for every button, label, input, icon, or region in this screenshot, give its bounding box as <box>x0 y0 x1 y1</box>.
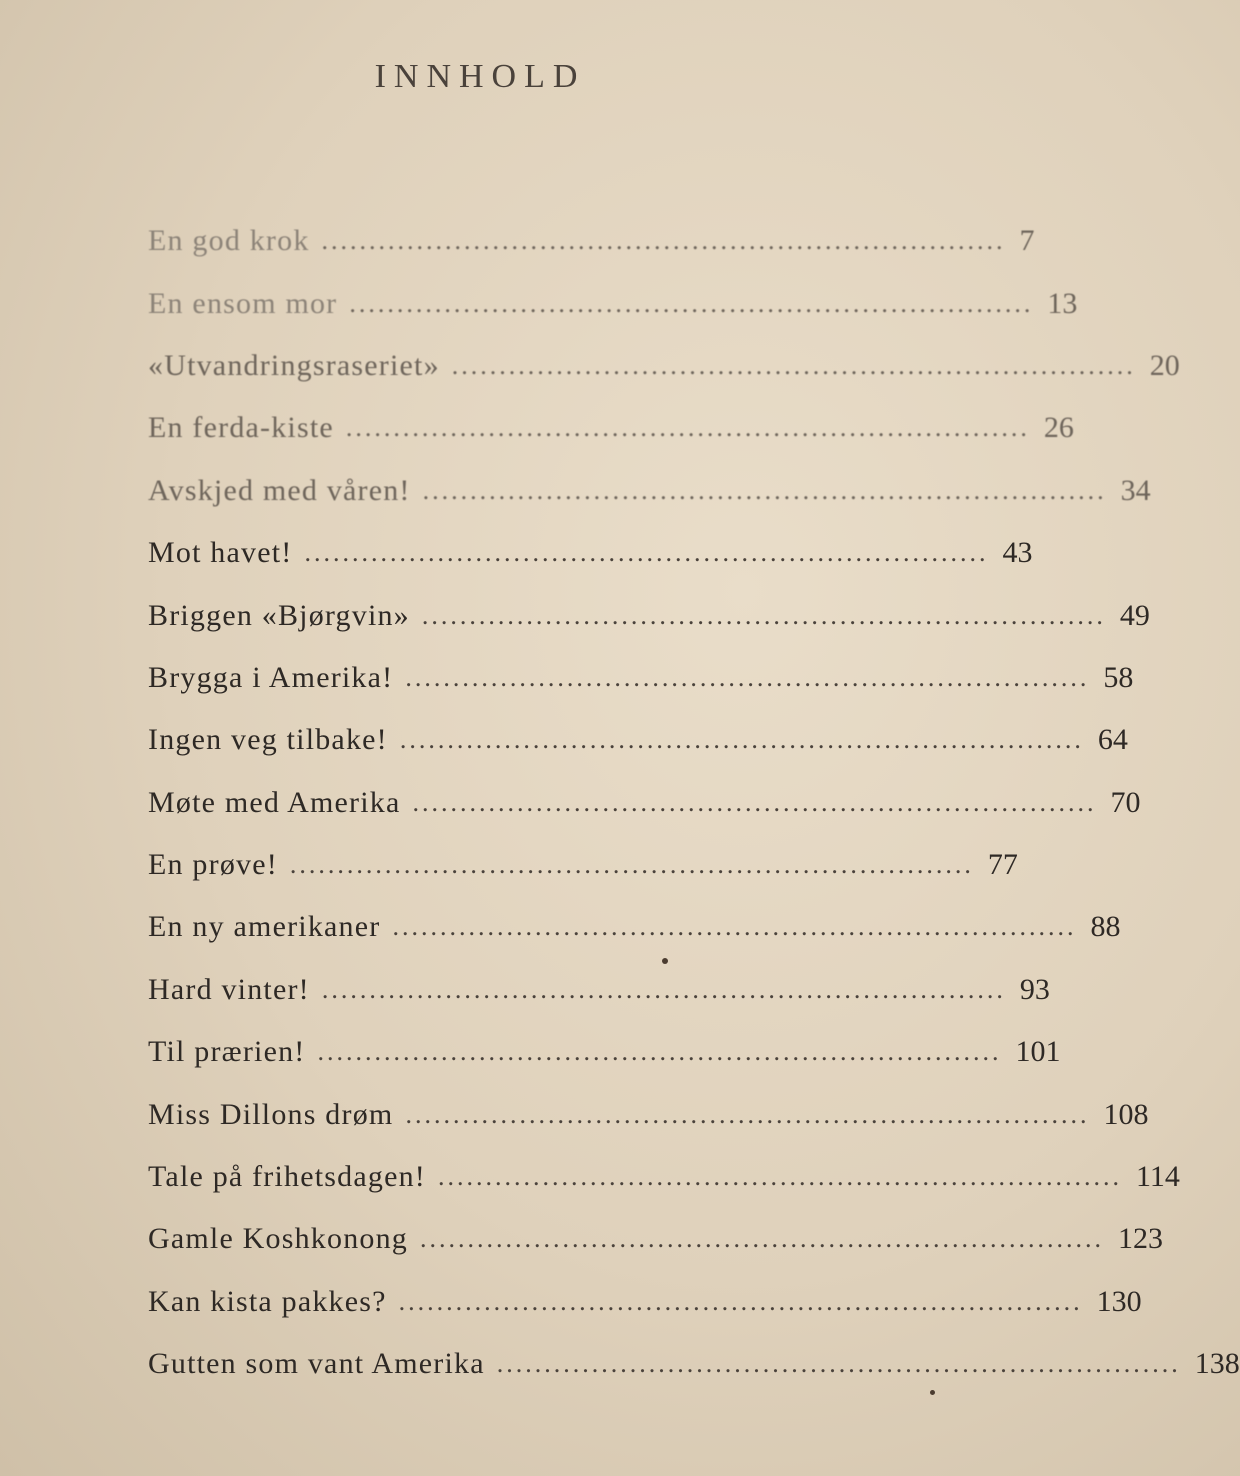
dot-leader: ........................................................................ <box>321 974 1006 1004</box>
toc-entry-title: En prøve! <box>148 848 278 882</box>
dot-leader: ........................................................................ <box>398 1286 1083 1316</box>
toc-entry-page: 108 <box>1103 1097 1149 1131</box>
toc-entry-title: Brygga i Amerika! <box>148 660 394 694</box>
toc-entry <box>148 522 1033 584</box>
dot-leader: ........................................................................ <box>496 1349 1181 1379</box>
toc-entry-page: 130 <box>1096 1284 1142 1318</box>
toc-entry-page: 7 <box>1019 224 1035 258</box>
toc-entry-title: Ingen veg tilbake! <box>148 723 388 757</box>
table-of-contents <box>148 210 1240 1395</box>
toc-entry <box>148 1083 1149 1145</box>
toc-entry-title: Miss Dillons drøm <box>148 1097 394 1131</box>
toc-entry <box>148 834 1018 896</box>
dot-leader: ........................................................................ <box>321 226 1006 256</box>
dot-leader: ........................................................................ <box>399 725 1084 755</box>
toc-entry <box>148 1333 1240 1395</box>
toc-entry <box>148 772 1141 834</box>
dot-leader: ........................................................................ <box>317 1037 1002 1067</box>
dot-leader: ........................................................................ <box>289 850 974 880</box>
toc-entry <box>148 959 1050 1021</box>
toc-entry <box>148 460 1151 522</box>
dot-leader: ........................................................................ <box>345 413 1030 443</box>
toc-entry-title: En ferda-kiste <box>148 411 334 445</box>
toc-entry-page: 49 <box>1119 598 1150 632</box>
dot-leader: ........................................................................ <box>437 1162 1122 1192</box>
toc-entry-page: 88 <box>1090 910 1121 944</box>
toc-entry-page: 101 <box>1015 1035 1061 1069</box>
toc-entry <box>148 647 1134 709</box>
toc-entry-page: 43 <box>1002 536 1033 570</box>
toc-entry-title: Briggen «Bjørgvin» <box>148 598 410 632</box>
dot-leader: ........................................................................ <box>422 475 1107 505</box>
toc-entry-title: Avskjed med våren! <box>148 473 411 507</box>
toc-entry-title: Gutten som vant Amerika <box>148 1347 485 1381</box>
paper-speck <box>662 958 668 964</box>
toc-entry-page: 58 <box>1103 660 1134 694</box>
dot-leader: ........................................................................ <box>392 912 1077 942</box>
toc-entry-title: En ny amerikaner <box>148 910 381 944</box>
toc-entry <box>148 1271 1142 1333</box>
toc-entry-page: 138 <box>1194 1347 1240 1381</box>
page-title: INNHOLD <box>374 58 586 95</box>
toc-entry-title: En god krok <box>148 224 310 258</box>
dot-leader: ........................................................................ <box>405 1099 1090 1129</box>
toc-entry-page: 34 <box>1120 473 1151 507</box>
dot-leader: ........................................................................ <box>304 538 989 568</box>
toc-entry <box>148 896 1121 958</box>
toc-entry <box>148 1021 1061 1083</box>
dot-leader: ........................................................................ <box>349 288 1034 318</box>
toc-entry-title: Gamle Koshkonong <box>148 1222 409 1256</box>
toc-entry-title: Møte med Amerika <box>148 785 401 819</box>
toc-entry-page: 64 <box>1097 723 1128 757</box>
toc-entry-title: Tale på frihetsdagen! <box>148 1160 426 1194</box>
dot-leader: ........................................................................ <box>420 1224 1105 1254</box>
toc-entry <box>148 584 1150 646</box>
toc-entry-page: 123 <box>1118 1222 1164 1256</box>
toc-entry-title: Hard vinter! <box>148 972 310 1006</box>
toc-entry-page: 13 <box>1047 286 1078 320</box>
paper-speck <box>930 1390 935 1395</box>
toc-entry <box>148 335 1180 397</box>
dot-leader: ........................................................................ <box>451 350 1136 380</box>
dot-leader: ........................................................................ <box>421 600 1106 630</box>
toc-entry <box>148 1146 1180 1208</box>
toc-entry <box>148 1208 1164 1270</box>
toc-entry <box>148 397 1074 459</box>
toc-entry-page: 114 <box>1135 1160 1180 1194</box>
toc-entry-page: 93 <box>1019 972 1050 1006</box>
toc-entry <box>148 709 1128 771</box>
toc-entry-title: Til prærien! <box>148 1035 306 1069</box>
toc-entry-page: 77 <box>987 848 1018 882</box>
toc-entry-title: «Utvandringsraseriet» <box>148 348 440 382</box>
dot-leader: ........................................................................ <box>412 787 1097 817</box>
toc-entry-title: En ensom mor <box>148 286 338 320</box>
toc-entry-title: Mot havet! <box>148 536 293 570</box>
toc-entry-page: 20 <box>1149 348 1180 382</box>
toc-entry-title: Kan kista pakkes? <box>148 1284 387 1318</box>
toc-entry-page: 26 <box>1043 411 1074 445</box>
toc-entry <box>148 272 1078 334</box>
toc-entry-page: 70 <box>1110 785 1141 819</box>
toc-entry <box>148 210 1035 272</box>
dot-leader: ........................................................................ <box>405 662 1090 692</box>
